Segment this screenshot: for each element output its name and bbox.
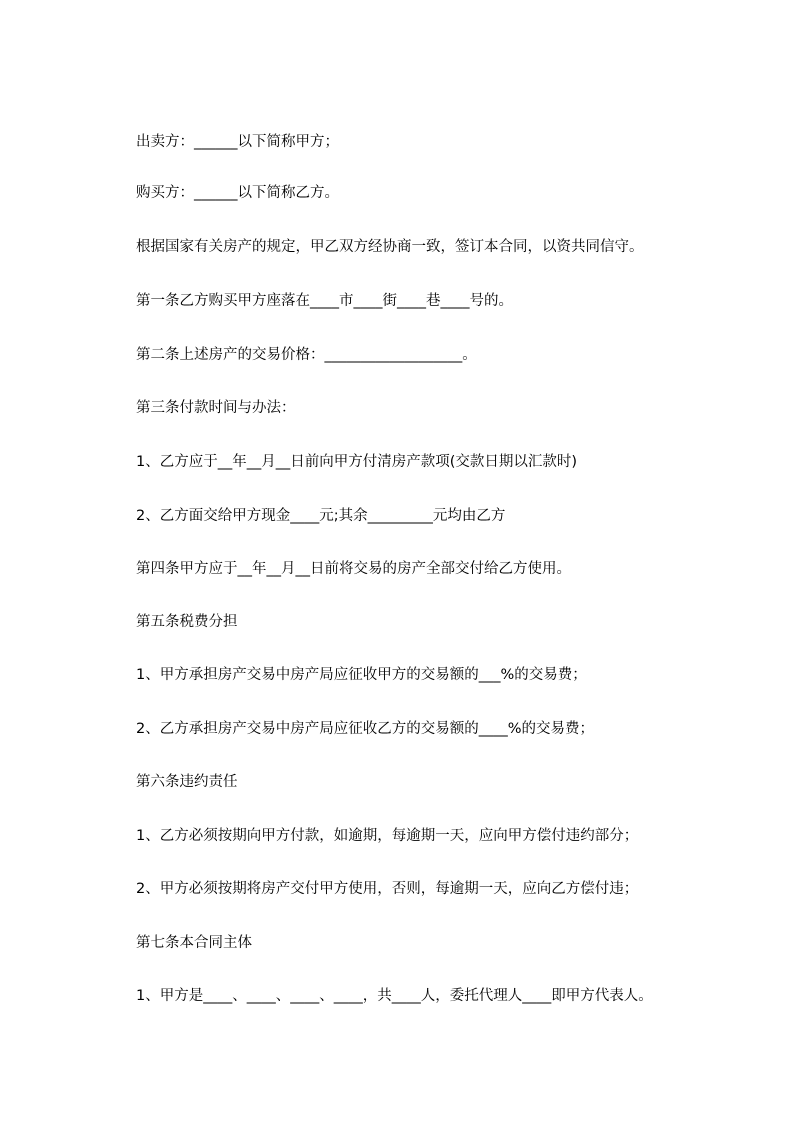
article-3-heading: 第三条付款时间与办法： [136, 400, 296, 416]
article-7-heading: 第七条本合同主体 [136, 935, 252, 951]
article-1: 第一条乙方购买甲方座落在____市____街____巷____号的。 [136, 293, 513, 309]
seller-line: 出卖方：______以下简称甲方； [136, 134, 339, 150]
article-2: 第二条上述房产的交易价格：___________________。 [136, 347, 477, 363]
article-6-item-1: 1、乙方必须按期向甲方付款，如逾期，每逾期一天，应向甲方偿付违约部分； [136, 828, 639, 844]
article-5-item-1: 1、甲方承担房产交易中房产局应征收甲方的交易额的___%的交易费； [136, 667, 587, 683]
article-3-item-2: 2、乙方面交给甲方现金____元;其余_________元均由乙方 [136, 508, 506, 524]
buyer-line: 购买方：______以下简称乙方。 [136, 185, 339, 201]
article-4: 第四条甲方应于__年__月__日前将交易的房产全部交付给乙方使用。 [136, 561, 571, 577]
article-3-item-1: 1、乙方应于__年__月__日前向甲方付清房产款项(交款日期以汇款时) [136, 454, 578, 470]
article-6-item-2: 2、甲方必须按期将房产交付甲方使用，否则，每逾期一天，应向乙方偿付违； [136, 881, 639, 897]
article-7-item-1: 1、甲方是____、____、____、____，共____人，委托代理人____即甲方代表人。 [136, 988, 653, 1004]
article-5-item-2: 2、乙方承担房产交易中房产局应征收乙方的交易额的____%的交易费； [136, 721, 595, 737]
article-6-heading: 第六条违约责任 [136, 774, 238, 790]
article-5-heading: 第五条税费分担 [136, 614, 238, 630]
preamble-paragraph: 根据国家有关房产的规定，甲乙双方经协商一致，签订本合同，以资共同信守。 [136, 239, 644, 255]
